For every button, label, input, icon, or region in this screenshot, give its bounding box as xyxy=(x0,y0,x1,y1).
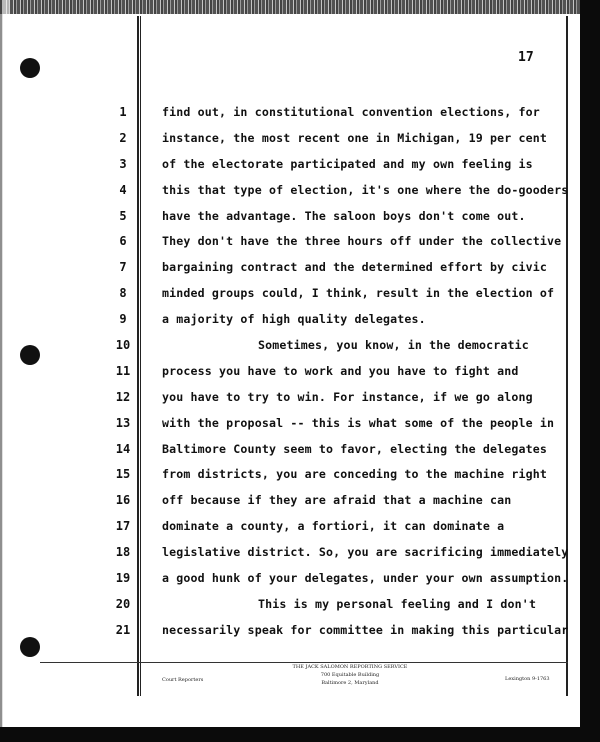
transcript-line: you have to try to win. For instance, if we go along xyxy=(162,389,533,404)
footer-phone: Lexington 9-1763 xyxy=(505,676,550,682)
reporting-service-block xyxy=(250,663,450,687)
line-number: 7 xyxy=(119,260,127,275)
scan-edge-right xyxy=(580,0,600,742)
line-number: 13 xyxy=(115,415,131,430)
line-number: 3 xyxy=(119,156,127,171)
transcript-line: of the electorate participated and my own feeling is xyxy=(162,156,533,171)
transcript-line: bargaining contract and the determined effort by civic xyxy=(162,260,548,275)
line-number: 12 xyxy=(115,389,131,404)
line-number: 11 xyxy=(115,363,131,378)
line-number: 10 xyxy=(115,338,131,353)
transcript-body xyxy=(162,102,572,646)
reporting-service-address: 700 Equitable Building xyxy=(320,672,380,678)
transcript-line: a good hunk of your delegates, under your own assumption. xyxy=(162,571,569,586)
line-number: 2 xyxy=(119,130,127,145)
line-number: 1 xyxy=(119,105,127,119)
transcript-line: legislative district. So, you are sacrificing immediately xyxy=(162,545,569,560)
margin-rule-left xyxy=(137,16,139,696)
line-number: 5 xyxy=(119,208,127,223)
line-number: 20 xyxy=(115,596,131,611)
line-number: 18 xyxy=(115,545,131,560)
transcript-line: Sometimes, you know, in the democratic xyxy=(258,338,529,353)
transcript-line: This is my personal feeling and I don't xyxy=(258,596,537,611)
transcript-line: have the advantage. The saloon boys don't come out. xyxy=(162,208,526,223)
line-number: 21 xyxy=(115,622,131,637)
line-number: 15 xyxy=(115,467,131,482)
reporting-service-name: THE JACK SALOMON REPORTING SERVICE xyxy=(292,664,408,670)
margin-rule-left-inner xyxy=(140,16,141,696)
line-number: 6 xyxy=(119,234,127,249)
page-number: 17 xyxy=(518,50,534,65)
line-number: 19 xyxy=(115,571,131,586)
scan-noise-top xyxy=(0,0,600,14)
transcript-line: necessarily speak for committee in making this particular xyxy=(162,622,569,637)
line-number: 8 xyxy=(119,286,127,301)
transcript-line: from districts, you are conceding to the machine right xyxy=(162,467,548,482)
line-number: 14 xyxy=(115,441,131,456)
transcript-line: find out, in constitutional convention elections, for xyxy=(162,105,540,119)
transcript-line: dominate a county, a fortiori, it can dominate a xyxy=(162,519,505,534)
line-number: 9 xyxy=(119,312,127,327)
line-number: 4 xyxy=(119,182,127,197)
transcript-line: off because if they are afraid that a machine can xyxy=(162,493,512,508)
transcript-line: process you have to work and you have to fight and xyxy=(162,363,519,378)
transcript-line: Baltimore County seem to favor, electing the delegates xyxy=(162,441,548,456)
line-number-column xyxy=(112,102,134,646)
transcript-line: minded groups could, I think, result in the election of xyxy=(162,286,555,301)
transcript-line: They don't have the three hours off under the collective xyxy=(162,234,562,249)
transcript-line: a majority of high quality delegates. xyxy=(162,312,426,327)
binder-hole-middle xyxy=(20,345,40,365)
scan-edge-bottom xyxy=(0,727,600,742)
transcript-line: with the proposal -- this is what some of the people in xyxy=(162,415,555,430)
transcript-line: this that type of election, it's one where the do-gooders xyxy=(162,182,569,197)
binder-hole-top xyxy=(20,58,40,78)
footer-court-reporters: Court Reporters xyxy=(162,677,204,683)
line-number: 16 xyxy=(115,493,131,508)
binder-hole-bottom xyxy=(20,637,40,657)
scan-edge-left xyxy=(0,0,10,742)
line-number: 17 xyxy=(115,519,131,534)
transcript-line: instance, the most recent one in Michigan, 19 per cent xyxy=(162,130,548,145)
reporting-service-city: Baltimore 2, Maryland xyxy=(321,680,379,686)
